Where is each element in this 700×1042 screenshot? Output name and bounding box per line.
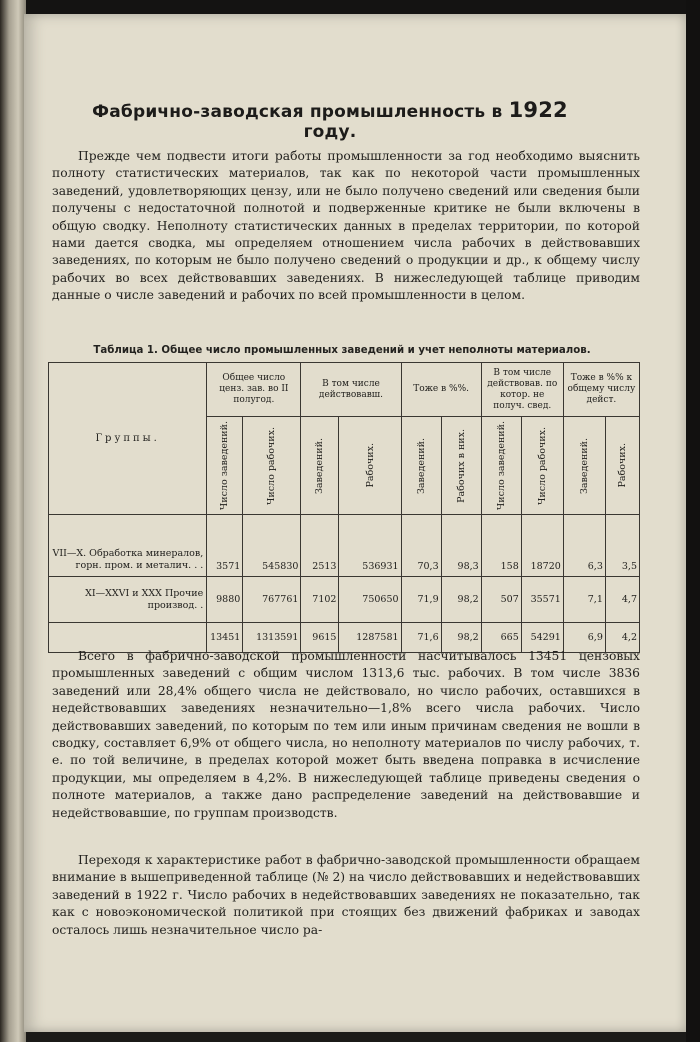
table-cell: 545830: [243, 515, 301, 577]
table-cell: 1287581: [339, 623, 401, 653]
sub-header: Заведений.: [563, 417, 605, 515]
table-cell: 767761: [243, 577, 301, 623]
col-group-no-data-pct: Тоже в %% к общему числу дейст.: [563, 363, 639, 417]
table-cell: 18720: [521, 515, 563, 577]
right-shadow: [686, 0, 700, 1042]
col-group-no-data: В том числе действовав. по котор. не получ. свед.: [481, 363, 563, 417]
table-cell: 98,2: [441, 577, 481, 623]
table-cell: 54291: [521, 623, 563, 653]
sub-header: Число заведений.: [207, 417, 243, 515]
table-cell: 98,3: [441, 515, 481, 577]
table-cell: 71,9: [401, 577, 441, 623]
statistics-table: [48, 362, 640, 653]
previous-page-edge: [0, 0, 26, 1042]
row-group-label: XI—XXVI и XXX Прочие производ. .: [49, 577, 207, 623]
table-cell: 9615: [301, 623, 339, 653]
sub-header: Заведений.: [301, 417, 339, 515]
groups-header: Группы.: [49, 363, 207, 515]
intro-paragraph: Прежде чем подвести итоги работы промышленности за год необходимо выяснить полноту статистических материалов, так как по некоторой части промышленных заведений, удовлетворяющих цензу, или не было получено сведений или сведения были получены с недостаточной полнотой и подверженные критике не были включены в общую сводку. Неполноту статистических данных в пределах территории, по которой нами дается сводка, мы определяем отношением числа рабочих в действовавших заведениях, по которым не было получено сведений о продукции и др., к общему числу рабочих во всех действовавших заведениях. В нижеследующей таблице приводим данные о числе заведений и рабочих по всей промышленности в целом.: [52, 149, 640, 303]
table-cell: 71,6: [401, 623, 441, 653]
table-cell: 1313591: [243, 623, 301, 653]
col-group-active-pct: Тоже в %%.: [401, 363, 481, 417]
sub-header: Рабочих.: [339, 417, 401, 515]
closing-paragraph: Переходя к характеристике работ в фабрично-заводской промышленности обращаем внимание в вышеприведенной таблице (№ 2) на число действовавших и недействовавших заведений в 1922 г. Число рабочих в недействовавших заведениях не показательно, так как с новоэкономической политикой при стоящих без движений фабриках и заводах осталось лишь незначительное число ра-: [52, 853, 640, 937]
col-group-total: Общее число ценз. зав. во II полугод.: [207, 363, 301, 417]
table-cell: 536931: [339, 515, 401, 577]
table-row: [49, 515, 640, 577]
sub-header: Число заведений.: [481, 417, 521, 515]
top-shadow: [0, 0, 700, 14]
table-cell: 3571: [207, 515, 243, 577]
page-title: Фабрично-заводская промышленность в 1922 году.: [92, 98, 568, 142]
table-cell: 70,3: [401, 515, 441, 577]
table-cell: 3,5: [605, 515, 639, 577]
table-caption: Таблица 1. Общее число промышленных заведений и учет неполноты материалов.: [93, 345, 591, 356]
table-cell: 665: [481, 623, 521, 653]
table-cell: 9880: [207, 577, 243, 623]
summary-paragraph: Всего в фабрично-заводской промышленности насчитывалось 13451 цензовых промышленных заведений с общим числом 1313,6 тыс. рабочих. В том числе 3836 заведений или 28,4% общего числа не действовало, но число рабочих, оставшихся в недействовавших заведениях незначительно—1,8% всего числа рабочих. Число действовавших заведений, по которым по тем или иным причинам сведения не вошли в сводку, составляет 6,9% от общего числа, но неполноту материалов по числу рабочих, т. е. по той величине, в пределах которой может быть введена поправка в исчисление продукции, мы определяем в 4,2%. В нижеследующей таблице приведены сведения о полноте материалов, а также дано распределение заведений на действовавшие и недействовавшие, по группам производств.: [52, 649, 640, 820]
table-cell: 2513: [301, 515, 339, 577]
table-cell: 158: [481, 515, 521, 577]
sub-header: Рабочих в них.: [441, 417, 481, 515]
table-cell: 98,2: [441, 623, 481, 653]
table-cell: 750650: [339, 577, 401, 623]
row-group-label: VII—X. Обработка минералов, горн. пром. и металич. . .: [49, 515, 207, 577]
table-cell: 7,1: [563, 577, 605, 623]
table-cell: 6,9: [563, 623, 605, 653]
table-cell: 6,3: [563, 515, 605, 577]
table-row: [49, 577, 640, 623]
table-cell: 4,7: [605, 577, 639, 623]
col-group-active: В том числе действовавш.: [301, 363, 401, 417]
table-cell: 4,2: [605, 623, 639, 653]
table-cell: 507: [481, 577, 521, 623]
table-cell: 7102: [301, 577, 339, 623]
sub-header: Рабочих.: [605, 417, 639, 515]
sub-header: Число рабочих.: [243, 417, 301, 515]
sub-header: Заведений.: [401, 417, 441, 515]
sub-header: Число рабочих.: [521, 417, 563, 515]
table-cell: 13451: [207, 623, 243, 653]
table-cell: 35571: [521, 577, 563, 623]
